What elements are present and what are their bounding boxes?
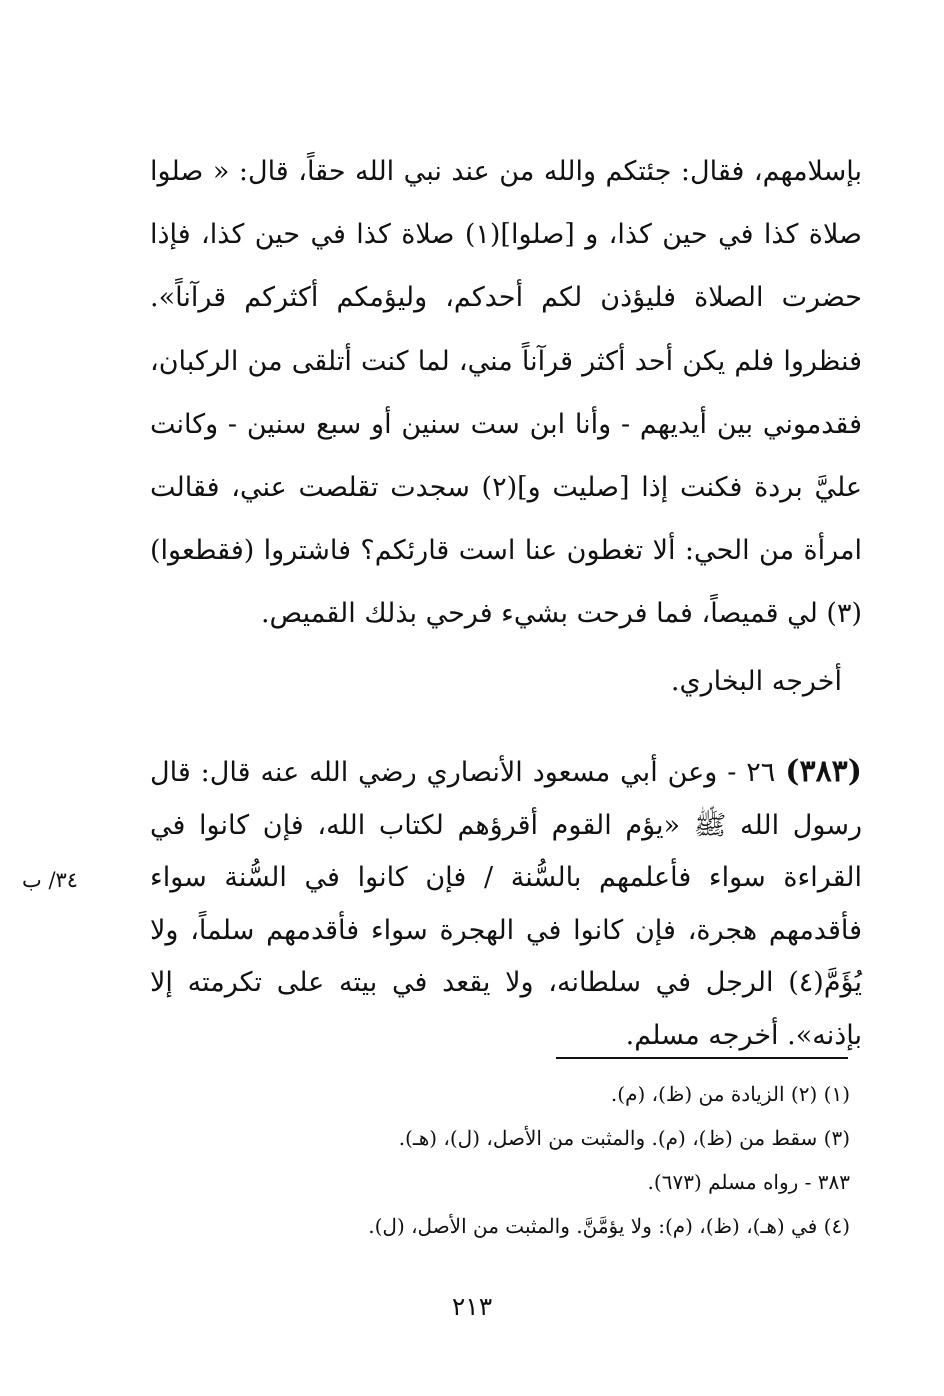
source-citation: أخرجه البخاري. <box>670 665 842 697</box>
footnote-4: (٤) في (هـ)، (ظ)، (م): ولا يؤمَّنَّ. والمثبت من الأصل، (ل). <box>368 1214 850 1238</box>
footnote-divider <box>556 1057 848 1059</box>
hadith-text: ٢٦ - وعن أبي مسعود الأنصاري رضي الله عنه قال: قال رسول الله ﷺ «يؤم القوم أقرؤهم لكتاب الله، فإن كانوا في القراءة سواء فأعلمهم بالسُّنة / فإن كانوا في السُّنة سواء فأقدمهم هجرة، فإن كانوا في الهجرة سواء فأقدمهم سلماً، ولا يُؤَمَّ(٤) الرجل في سلطانه، ولا يقعد في بيته على تكرمته إلا بإذنه». أخرجه مسلم. <box>150 757 862 1051</box>
margin-folio-note: ٣٤/ ب <box>22 868 79 892</box>
paragraph-1: بإسلامهم، فقال: جئتكم والله من عند نبي الله حقاً، قال: « صلوا صلاة كذا في حين كذا، و [صلوا](١) صلاة كذا في حين كذا، فإذا حضرت الصلاة فليؤذن لكم أحدكم، وليؤمكم أكثركم قرآناً». فنظروا فلم يكن أحد أكثر قرآناً مني، لما كنت أتلقى من الركبان، فقدموني بين أيديهم - وأنا ابن ست سنين أو سبع سنين - وكانت عليَّ بردة فكنت إذا [صليت و](٢) سجدت تقلصت عني، فقالت امرأة من الحي: ألا تغطون عنا است قارئكم؟ فاشتروا (فقطعوا)(٣) لي قميصاً، فما فرحت بشيء فرحي بذلك القميص. <box>150 156 862 630</box>
footnote-1: (١) (٢) الزيادة من (ظ)، (م). <box>610 1082 850 1106</box>
footnotes <box>150 1072 850 1248</box>
footnote-2: (٣) سقط من (ظ)، (م). والمثبت من الأصل، (ل)، (هـ). <box>398 1126 850 1150</box>
hadith-paragraph <box>150 746 862 1062</box>
main-text <box>150 140 862 713</box>
hadith-block <box>150 746 862 1062</box>
page-number: ٢١٣ <box>451 1292 493 1321</box>
hadith-number: (٣٨٣) <box>785 754 862 789</box>
footnote-3: ٣٨٣ - رواه مسلم (٦٧٣). <box>647 1170 850 1194</box>
